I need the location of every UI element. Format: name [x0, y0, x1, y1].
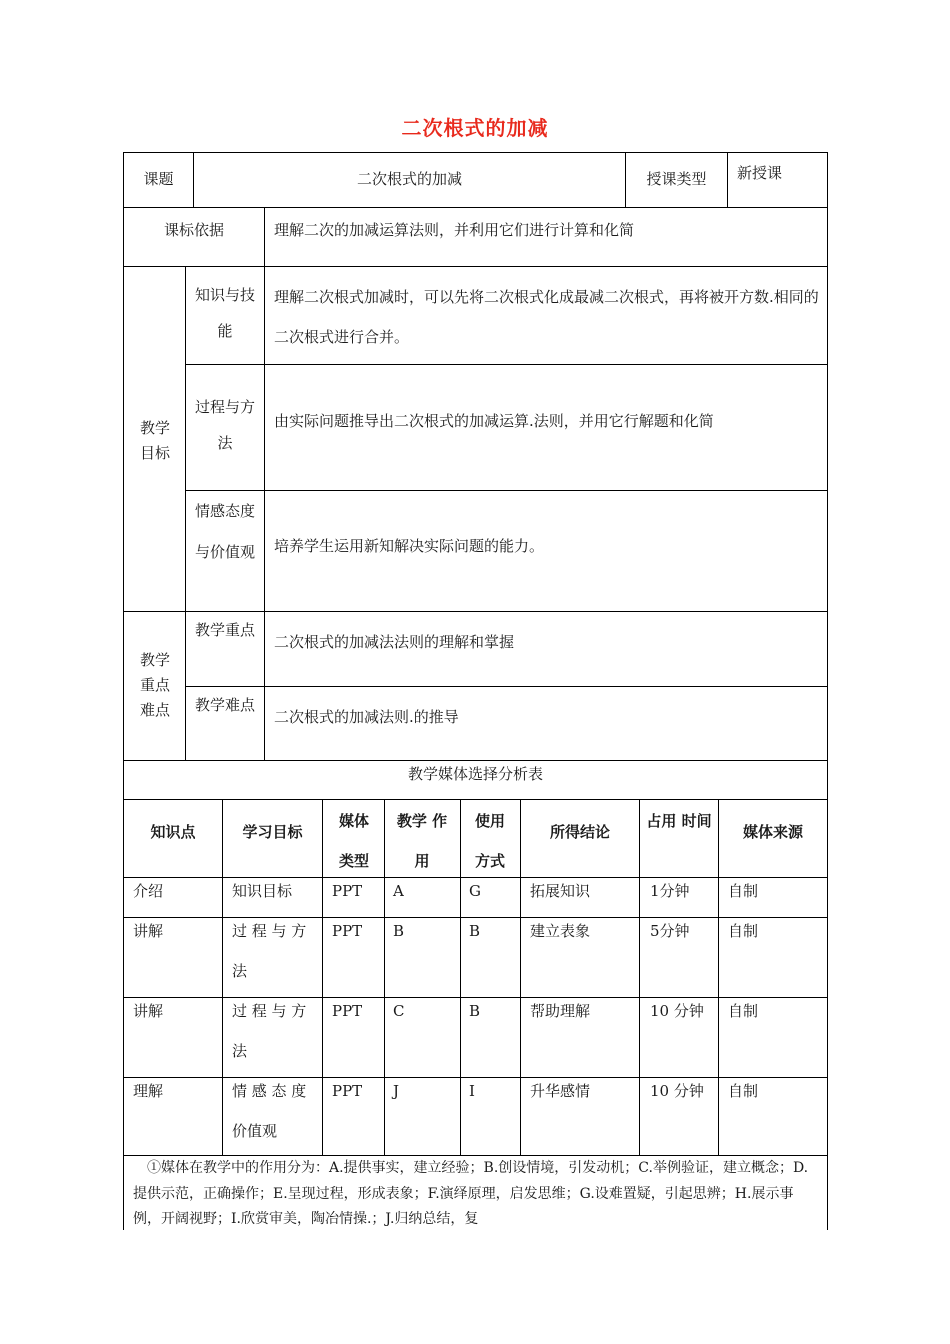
- table-cell: 自制: [728, 1082, 759, 1100]
- table-cell: 10 分钟: [650, 1002, 704, 1020]
- col-header-conclusion: 所得结论: [549, 823, 610, 841]
- table-cell: PPT: [332, 1082, 363, 1100]
- table-cell: 拓展知识: [530, 882, 591, 900]
- col-header-knowledge-point: 知识点: [150, 823, 196, 841]
- basis-label: 课标依据: [163, 221, 224, 239]
- process-label: 过程与方法: [195, 398, 256, 452]
- knowledge-value: 理解二次根式加减时，可以先将二次根式化成最减二次根式，再将被开方数.相同的二次根式进行合并。: [274, 288, 819, 346]
- table-cell: 自制: [728, 922, 759, 940]
- table-cell: B: [469, 1002, 481, 1020]
- col-header-media-type: 媒体类型: [338, 812, 369, 870]
- table-cell: C: [393, 1002, 405, 1020]
- difficulty-label: 教学难点: [195, 696, 256, 714]
- basis-value: 理解二次的加减运算法则，并利用它们进行计算和化简: [274, 221, 635, 239]
- table-cell: J: [393, 1082, 400, 1100]
- table-cell: PPT: [332, 922, 363, 940]
- table-cell: 讲解: [133, 1002, 164, 1020]
- knowledge-label: 知识与技能: [195, 286, 256, 340]
- media-table-caption: 教学媒体选择分析表: [407, 765, 543, 783]
- table-cell: 理解: [133, 1082, 164, 1100]
- topic-value: 二次根式的加减: [356, 170, 462, 188]
- table-cell: 自制: [728, 1002, 759, 1020]
- emotion-value: 培养学生运用新知解决实际问题的能力。: [274, 537, 545, 555]
- table-cell: I: [469, 1082, 475, 1100]
- focus-value: 二次根式的加减法法则的理解和掌握: [274, 633, 515, 651]
- type-label: 授课类型: [646, 170, 707, 188]
- table-cell: A: [393, 882, 404, 900]
- difficulty-value: 二次根式的加减法则.的推导: [274, 708, 459, 726]
- table-cell: 自制: [728, 882, 759, 900]
- table-cell: 升华感情: [530, 1082, 591, 1100]
- table-cell: 10 分钟: [650, 1082, 704, 1100]
- table-cell: 知识目标: [232, 882, 293, 900]
- table-cell: B: [469, 922, 481, 940]
- table-cell: 帮助理解: [530, 1002, 591, 1020]
- table-cell: 情 感 态 度 价值观: [232, 1082, 307, 1140]
- col-header-time: 占用 时间: [646, 812, 712, 830]
- table-cell: 建立表象: [530, 922, 591, 940]
- col-header-teaching-role: 教学 作用: [396, 812, 448, 870]
- media-role-footnote: ①媒体在教学中的作用分为：A.提供事实，建立经验；B.创设情境，引发动机；C.举例验证，建立概念；D.提供示范，正确操作；E.呈现过程，形成表象；F.演绎原理，启发思维；G.设难置疑，引起思辨；H.展示事例，开阔视野；I.欣赏审美，陶冶情操.；J.归纳总结，复: [133, 1160, 809, 1227]
- table-cell: 5分钟: [650, 922, 690, 940]
- table-cell: B: [393, 922, 405, 940]
- table-cell: 讲解: [133, 922, 164, 940]
- keypoints-label: 教学重点难点: [139, 651, 170, 719]
- table-cell: 过 程 与 方 法: [232, 922, 307, 980]
- table-cell: PPT: [332, 1002, 363, 1020]
- page-title: 二次根式的加减: [401, 116, 549, 140]
- col-header-usage-mode: 使用方式: [474, 812, 505, 870]
- table-cell: 过 程 与 方 法: [232, 1002, 307, 1060]
- table-cell: G: [469, 882, 481, 900]
- col-header-learning-goal: 学习目标: [242, 823, 303, 841]
- emotion-label: 情感态度与价值观: [195, 502, 256, 561]
- topic-label: 课题: [143, 170, 174, 188]
- col-header-media-source: 媒体来源: [742, 823, 803, 841]
- table-cell: PPT: [332, 882, 363, 900]
- table-cell: 介绍: [133, 882, 164, 900]
- focus-label: 教学重点: [195, 621, 256, 639]
- process-value: 由实际问题推导出二次根式的加减运算.法则，并用它行解题和化简: [274, 412, 714, 430]
- type-value: 新授课: [737, 164, 783, 182]
- table-cell: 1分钟: [650, 882, 690, 900]
- objectives-label: 教学目标: [139, 419, 170, 462]
